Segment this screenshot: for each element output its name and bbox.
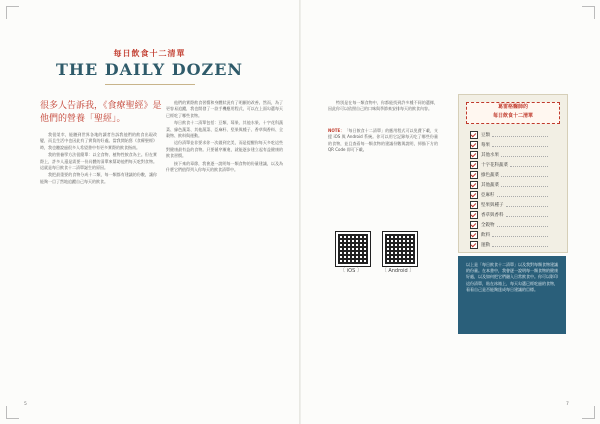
checkbox-checked-icon (470, 231, 478, 239)
checkbox-checked-icon (470, 131, 478, 139)
dotted-leader (492, 143, 548, 147)
summary-callout: 以上是「每日飲食十二清單」以及我對每類食物建議的份量。在本書中，我會逐一說明每一類食物的健康好處，以及如何把它們融入日常飲食中。你可以影印這份清單，貼在冰箱上，每天勾選已經吃過的食物，看看自己是否能夠達成每日建議的目標。 (458, 256, 566, 334)
checklist-item (470, 220, 550, 230)
checklist-item-label: 堅果與種子 (481, 203, 504, 208)
checkbox-checked-icon (470, 181, 478, 189)
chapter-title: THE DAILY DOZEN (55, 60, 244, 79)
checklist-item (470, 200, 550, 210)
app-note (328, 128, 438, 154)
body-column-2 (166, 100, 283, 174)
daily-dozen-checklist (470, 130, 550, 250)
paragraph: 特別是在每一類食物中，你都能找到許多種不同的選擇，因此你可以依照自己的口味與季節來安排每天的飲食內容。 (328, 100, 438, 112)
checkbox-checked-icon (470, 201, 478, 209)
checkbox-checked-icon (470, 191, 478, 199)
checklist-item-label: 亞麻籽 (481, 193, 495, 198)
checklist-item (470, 150, 550, 160)
checklist-item-label: 其他水果 (481, 153, 499, 158)
qr-code-ios-icon (336, 232, 370, 266)
checklist-item-label: 豆類 (481, 133, 490, 138)
checklist-item (470, 170, 550, 180)
panel-title-line-1: 葛雷格醫師的 (497, 104, 528, 110)
chapter-kicker: 每日飲食十二清單 (113, 49, 186, 58)
dotted-leader (501, 183, 548, 187)
paragraph: 接下來的章節，我會逐一說明每一類食物的份量建議，以及為什麼它們值得列入你每天的飲食清單中。 (166, 160, 283, 173)
checklist-item-label: 運動 (481, 243, 490, 248)
checklist-item-label: 莓果 (481, 143, 490, 148)
dotted-leader (506, 213, 549, 217)
paragraph: 他們的實際飲食習慣和身體狀況有了明顯的改善。然而，為了更容易追蹤，我也開發了一款手機應用程式，可以在上面勾選每天已經吃了哪些食物。 (166, 100, 283, 118)
page-number-right: 7 (566, 402, 569, 407)
checklist-item (470, 240, 550, 250)
dotted-leader (492, 243, 548, 247)
checkbox-checked-icon (470, 151, 478, 159)
checkbox-checked-icon (470, 141, 478, 149)
dotted-leader (497, 193, 549, 197)
paragraph: 我很榮幸，能聽到世界各地的讀者告訴我他們的飲食出現改變，而且生活中也因此有了實質的好處。當我開始寫《食療聖經》時，我也聽說過很多人希望書中有更多實際的飲食指南。 (40, 132, 157, 150)
crop-mark (6, 6, 19, 19)
checklist-item (470, 160, 550, 170)
dotted-leader (506, 203, 549, 207)
checklist-item (470, 130, 550, 140)
crop-mark (582, 406, 595, 419)
checklist-item-label: 香草與香料 (481, 213, 504, 218)
checkbox-checked-icon (470, 241, 478, 249)
checklist-item (470, 190, 550, 200)
checklist-item (470, 230, 550, 240)
dotted-leader (510, 163, 548, 167)
dotted-leader (492, 133, 548, 137)
checklist-item-label: 其他蔬菜 (481, 183, 499, 188)
dotted-leader (497, 223, 549, 227)
checkbox-checked-icon (470, 171, 478, 179)
checklist-item (470, 210, 550, 220)
crop-mark (582, 6, 595, 19)
dotted-leader (492, 233, 548, 237)
note-label: NOTE： (328, 128, 345, 133)
qr-code-android-icon (383, 232, 417, 266)
checkbox-checked-icon (470, 211, 478, 219)
title-divider (105, 84, 195, 85)
paragraph: 我的營養學方法很簡單：以全食物、植物性飲食為主。但在實際上，許多人還是需要一份具體的清單來幫助他們每天吃對食物。這就是每日飲食十二清單誕生的原因。 (40, 152, 157, 171)
paragraph: 我把最重要的食物分成十二類，每一類都有建議的份數，讓你能夠一目了然地追蹤自己每天的飲食。 (40, 172, 157, 184)
paragraph: 這份清單並非要求你一次做到完美，而是提醒你每天多吃這些對健康最有益的食物。只要循序漸進，就能逐步建立起有益健康的飲食習慣。 (166, 140, 283, 159)
checkbox-checked-icon (470, 221, 478, 229)
checklist-item-label: 飲料 (481, 233, 490, 238)
body-column-1 (40, 132, 157, 186)
pull-quote: 很多人告訴我，《食療聖經》是他們的營養「聖經」。 (40, 101, 162, 124)
dotted-leader (501, 153, 548, 157)
checklist-item-label: 全穀物 (481, 223, 495, 228)
page-number-left: 5 (24, 402, 27, 407)
dotted-leader (501, 173, 548, 177)
panel-title-line-2: 每日飲食十二清單 (492, 113, 533, 119)
body-column-3 (328, 100, 438, 114)
qr-label-android: 〔 Android 〕 (381, 268, 415, 274)
checklist-item-label: 十字花科蔬菜 (481, 163, 508, 168)
checklist-item-label: 綠色蔬菜 (481, 173, 499, 178)
paragraph: 每日飲食十二清單包括：豆類、莓果、其他水果、十字花科蔬菜、綠色蔬菜、其他蔬菜、亞麻籽、堅果與種子、香草與香料、全穀物、飲料與運動。 (166, 120, 283, 139)
checklist-item (470, 180, 550, 190)
crop-mark (6, 406, 19, 419)
note-text: 「每日飲食十二清單」的應用程式可以免費下載，支援 iOS 與 Android 系統。你可以用它記錄每天吃了哪些份量的食物，並且查看每一類食物的建議份數與說明，掃描下方的 QR Code 即可下載。 (328, 128, 438, 153)
page-gutter (299, 0, 301, 424)
qr-label-ios: 〔 iOS 〕 (340, 268, 362, 274)
checklist-item (470, 140, 550, 150)
checkbox-checked-icon (470, 161, 478, 169)
daily-dozen-panel-title (466, 102, 560, 124)
